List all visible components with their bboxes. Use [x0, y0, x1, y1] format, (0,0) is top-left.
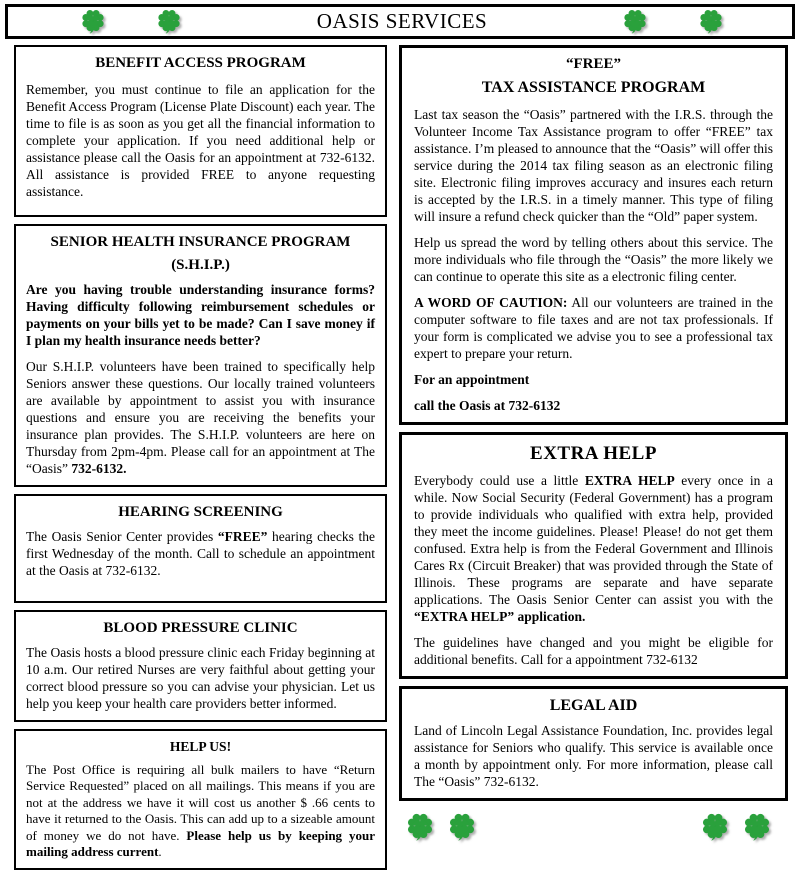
clover-icon: [154, 5, 184, 38]
text-run: every once in a while. Now Social Security (Federal Government) has a program to provide individuals who qualified with extra help, provided they meet the income guidelines. Please! Please! do not get them confused. Extra help is from the Federal Government and Illinois Cares Rx (Circuit Breaker) that was provided through the State of Illinois. These programs are separate and have separate applications. The Oasis Senior Center can assist you with the: [414, 473, 773, 607]
text-run: Last tax season the “Oasis” partnered with the I.R.S. through the Volunteer Income Tax Assistance program to offer “FREE” tax assistance. I’m pleased to announce that the “Oasis” will offer this service during the 2014 tax filing season as an electronic filing site. Electronic filing improves accuracy and insures each return is accepted by the I.R.S. in a timely manner. This type of filing will insure a refund check quicker than the “Old” paper system.: [414, 107, 773, 224]
left-column: [14, 45, 387, 877]
text-run: hearing checks the first Wednesday of the month. Call to schedule an appointment at the Oasis at 732-6132.: [26, 529, 375, 578]
clover-icon: [445, 809, 479, 845]
emphasis: EXTRA HELP: [584, 473, 675, 488]
right-column: [399, 45, 788, 845]
paragraph: [26, 644, 375, 712]
clover-icon: [698, 809, 732, 845]
free-emphasis: “FREE”: [217, 529, 268, 544]
appointment-phone-line: call the Oasis at 732-6132: [414, 398, 561, 413]
section-ship: [14, 224, 387, 487]
page-header: [5, 4, 795, 39]
clover-icon: [740, 809, 774, 845]
paragraph: [26, 281, 375, 349]
clover-icon: [403, 809, 437, 845]
section-title: BENEFIT ACCESS PROGRAM: [95, 55, 306, 71]
emphasis: “EXTRA HELP” application.: [414, 609, 586, 624]
section-blood-pressure-clinic: [14, 610, 387, 722]
phone-number: 732-6132.: [71, 461, 127, 476]
section-title: LEGAL AID: [549, 697, 638, 714]
header-clovers-left: [78, 5, 184, 38]
caution-label: A WORD OF CAUTION:: [414, 295, 568, 310]
section-subtitle: (S.H.I.P.): [171, 257, 230, 273]
text-run: .: [158, 843, 162, 859]
text-run: The Oasis hosts a blood pressure clinic each Friday beginning at 10 a.m. Our retired Nurses are very faithful about getting your correct blood pressure so you can advise your physician. Let us help you keep your health care providers better informed.: [26, 645, 375, 711]
page-title: OASIS SERVICES: [316, 9, 488, 33]
text-run: Land of Lincoln Legal Assistance Foundation, Inc. provides legal assistance for Seniors who qualify. This service is available once a month by appointment only. For more information, please call The “Oasis” 732-6132.: [414, 723, 773, 789]
text-run: The Oasis Senior Center provides: [26, 529, 218, 544]
section-title: BLOOD PRESSURE CLINIC: [103, 620, 298, 636]
emphasis: Please help us by keeping your mailing address current: [26, 827, 375, 859]
content-columns: [0, 45, 800, 877]
paragraph: [414, 106, 773, 225]
paragraph: [414, 472, 773, 625]
text-run: Remember, you must continue to file an application for the Benefit Access Program (License Plate Discount) each year. The time to file is as soon as you get all the financial information to complete your application. If you need additional help or assistance please call the Oasis for an appointment at 732-6132. All assistance is provided FREE to anyone requesting assistance.: [26, 82, 375, 199]
section-title: HELP US!: [169, 739, 232, 754]
section-title-free: “FREE”: [565, 56, 621, 72]
section-hearing-screening: [14, 494, 387, 603]
section-title: EXTRA HELP: [530, 443, 657, 464]
paragraph: [414, 234, 773, 285]
section-benefit-access-program: [14, 45, 387, 217]
text-run: The Post Office is requiring all bulk mailers to have “Return Service Requested” placed on all mailings. This means if you are not at the address we have it will cost us another $ .66 cents to have it returned to the Oasis. This can add up to a sizeable amount of money we do not have.: [26, 762, 375, 843]
section-title: TAX ASSISTANCE PROGRAM: [481, 79, 706, 96]
text-run: Help us spread the word by telling others about this service. The more individuals who file through the “Oasis” the more likely we can continue to operate this site as a electronic filing center.: [414, 235, 773, 284]
paragraph: [414, 722, 773, 790]
text-run: The guidelines have changed and you might be eligible for additional benefits. Call for a appointment 732-6132: [414, 635, 773, 667]
paragraph: [26, 81, 375, 200]
footer-clovers-left: [403, 809, 479, 845]
section-tax-assistance-program: [399, 45, 788, 425]
text-run: Our S.H.I.P. volunteers have been trained to specifically help Seniors answer these questions. Our locally trained volunteers are available by appointment to assist you with insurance questions and ensure you are receiving the benefits your insurance plan provides. The S.H.I.P. volunteers are here on Thursday from 2pm-4pm. Please call for an appointment at The “Oasis”: [26, 359, 375, 476]
paragraph: [26, 762, 375, 860]
clover-icon: [78, 5, 108, 38]
footer-clovers-right: [698, 809, 774, 845]
header-clovers-right: [620, 5, 726, 38]
section-title: SENIOR HEALTH INSURANCE PROGRAM: [50, 234, 351, 250]
text-run: All our volunteers are trained in the computer software to file taxes and are not tax professionals. If your form is complicated we advise you to see a professional tax expert to prepare your return.: [414, 295, 773, 361]
text-run: Are you having trouble understanding insurance forms? Having difficulty following reimbursement schedules or payments on your bills yet to be made? Can I save money if I plan my health insurance needs better?: [26, 282, 375, 348]
footer-clovers: [399, 808, 788, 845]
paragraph: [26, 358, 375, 477]
section-legal-aid: [399, 686, 788, 801]
paragraph: [414, 294, 773, 362]
section-extra-help: [399, 432, 788, 679]
clover-icon: [696, 5, 726, 38]
paragraph: [414, 634, 773, 668]
clover-icon: [620, 5, 650, 38]
appointment-line: For an appointment: [414, 372, 530, 387]
paragraph: [26, 528, 375, 579]
text-run: Everybody could use a little: [414, 473, 585, 488]
section-help-us: [14, 729, 387, 870]
section-title: HEARING SCREENING: [118, 504, 283, 520]
